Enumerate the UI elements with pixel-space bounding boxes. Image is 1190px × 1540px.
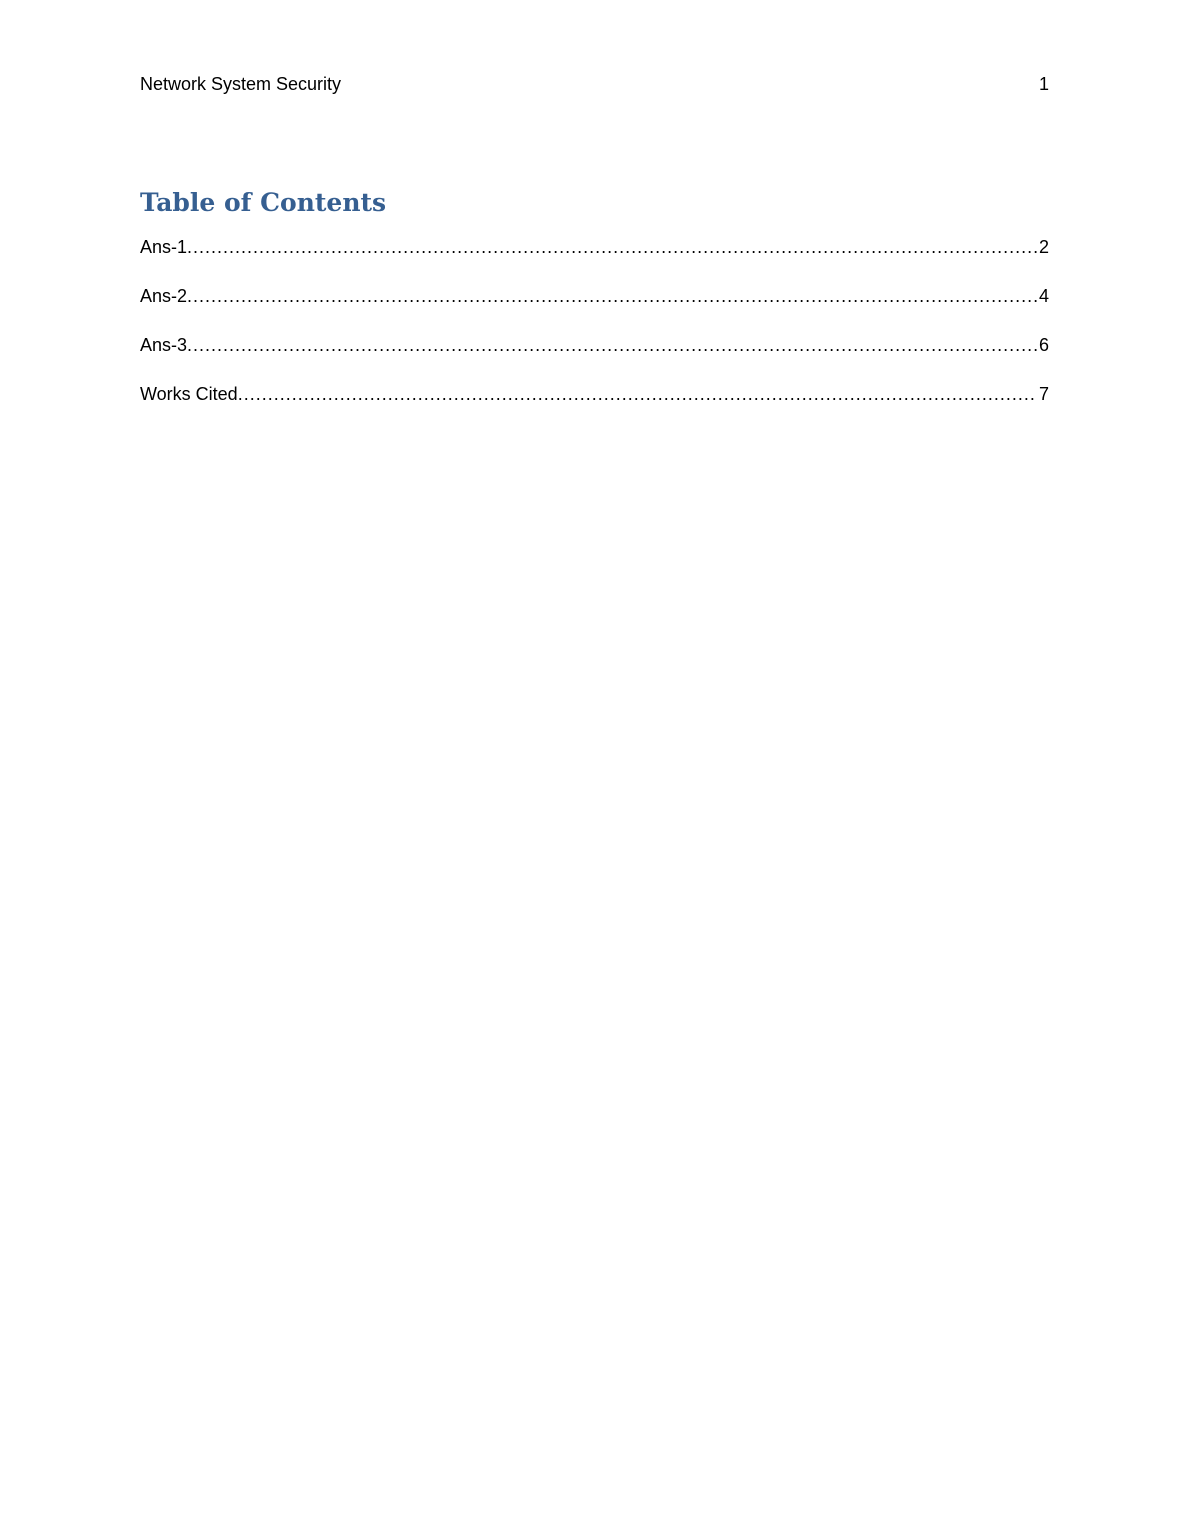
header-title: Network System Security (140, 74, 342, 94)
header-page-number: 1 (1038, 74, 1049, 94)
toc-entry-works-cited[interactable] (140, 382, 1049, 406)
toc-entry-label[interactable]: Ans-3 (140, 335, 188, 355)
toc-entry-page[interactable]: 6 (1038, 335, 1049, 355)
toc-dot-leader (187, 235, 1037, 259)
toc-heading: Table of Contents (140, 188, 387, 217)
toc-dot-leader (187, 333, 1037, 357)
toc-entry-label[interactable]: Works Cited (140, 384, 238, 404)
toc-dot-leader (238, 382, 1037, 406)
toc-entry-page[interactable]: 2 (1038, 237, 1049, 257)
toc-entry-label[interactable]: Ans-1 (140, 237, 188, 257)
toc-entry-ans-2[interactable] (140, 284, 1049, 308)
toc-entry-ans-1[interactable] (140, 235, 1049, 259)
toc-entry-page[interactable]: 7 (1038, 384, 1049, 404)
toc-entry-ans-3[interactable] (140, 333, 1049, 357)
page-header (140, 72, 1049, 96)
toc-entry-page[interactable]: 4 (1038, 286, 1049, 306)
table-of-contents (140, 235, 1049, 431)
toc-entry-label[interactable]: Ans-2 (140, 286, 188, 306)
toc-dot-leader (187, 284, 1037, 308)
